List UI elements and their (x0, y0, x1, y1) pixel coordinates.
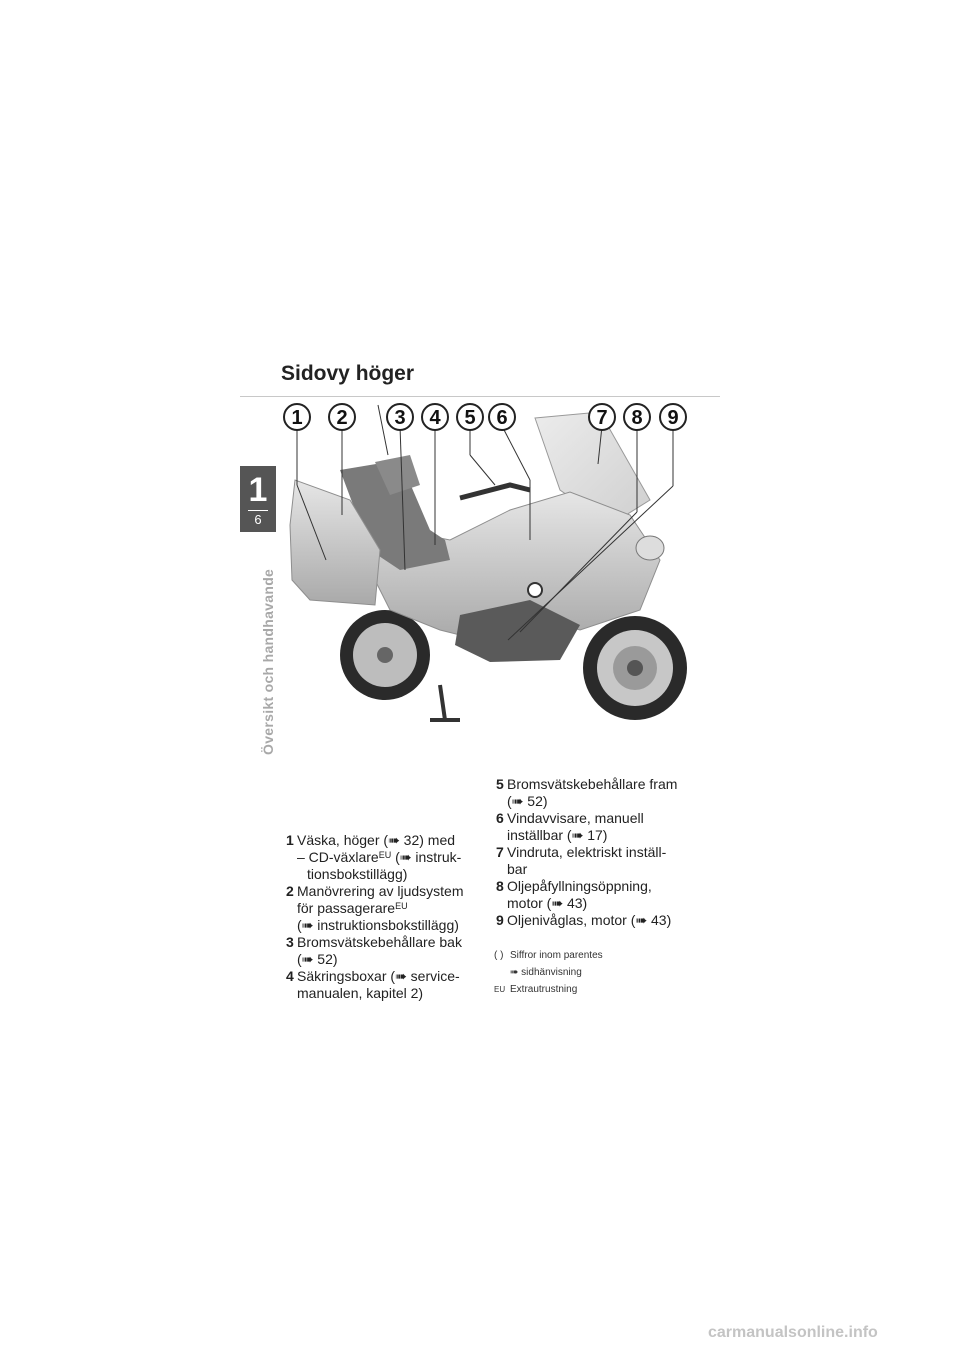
legend-text: Extrautrustning (510, 984, 578, 995)
legend-row (494, 950, 603, 962)
callout-3 (387, 404, 413, 430)
callout-4 (422, 404, 448, 430)
list-item (286, 832, 476, 849)
symbol-legend (494, 950, 603, 1001)
callout-5 (457, 404, 483, 430)
legend-column-right (496, 776, 696, 929)
item-text-line: (➠ instruk- (391, 849, 462, 865)
item-number: 3 (286, 934, 294, 950)
item-text-line: Oljenivåglas, motor (➠ 43) (507, 912, 672, 928)
list-item (496, 844, 696, 878)
list-item (286, 968, 476, 1002)
item-text-line: (➠ instruktionsbokstillägg) (297, 917, 459, 933)
item-number: 8 (496, 878, 504, 894)
callout-7-label: 7 (596, 407, 608, 429)
callout-9 (660, 404, 686, 430)
item-text-line: Vindavvisare, manuell (507, 810, 644, 826)
list-item-continuation (286, 866, 476, 883)
callout-2-label: 2 (336, 407, 348, 429)
callout-8 (624, 404, 650, 430)
list-item (496, 776, 696, 810)
list-item-continuation (286, 849, 476, 866)
item-text-line: Manövrering av ljudsystem (297, 883, 464, 899)
item-text-line: bar (507, 861, 528, 877)
list-item (286, 934, 476, 968)
item-text-line: Bromsvätskebehållare fram (507, 776, 678, 792)
headlight (636, 536, 664, 560)
rear-wheel (340, 610, 430, 700)
callout-6-label: 6 (496, 407, 508, 429)
legend-row (494, 984, 603, 996)
legend-text: sidhänvisning (521, 967, 582, 978)
item-text-line: Vindruta, elektriskt inställ- (507, 844, 667, 860)
item-text (297, 934, 476, 968)
item-number: 1 (286, 832, 294, 848)
item-text-line: motor (➠ 43) (507, 895, 588, 911)
chapter-side-label (220, 530, 280, 770)
callout-9-label: 9 (667, 407, 679, 429)
callout-6 (489, 404, 515, 430)
item-number: 5 (496, 776, 504, 792)
callout-2 (329, 404, 355, 430)
chapter-tab (240, 466, 276, 532)
legend-symbol: ( ) (494, 950, 504, 961)
motorcycle-illustration (280, 400, 700, 730)
item-text-line: Väska, höger (➠ 32) med (297, 832, 456, 848)
callout-3-label: 3 (394, 407, 406, 429)
callout-5-label: 5 (464, 407, 476, 429)
legend-symbol: ➠ (510, 967, 519, 978)
item-number: 2 (286, 883, 294, 899)
item-text-line: för passagerare (297, 900, 396, 916)
callout-4-label: 4 (429, 407, 441, 429)
callout-1-label: 1 (291, 407, 303, 429)
item-text-line: manualen, kapitel 2) (297, 985, 424, 1001)
legend-row (494, 967, 603, 979)
list-item (496, 912, 696, 929)
watermark: carmanualsonline.info (708, 1324, 878, 1341)
callout-1 (284, 404, 310, 430)
item-text (297, 883, 476, 934)
center-stand (430, 685, 460, 720)
legend-symbol: EU (494, 985, 506, 994)
list-item (496, 810, 696, 844)
eu-marker: EU (395, 901, 408, 911)
handlebar (460, 485, 530, 498)
item-text-line: Oljepåfyllningsöppning, (507, 878, 652, 894)
item-text (297, 832, 476, 849)
eu-marker: EU (378, 850, 392, 860)
item-number: 9 (496, 912, 504, 928)
callout-7 (589, 404, 615, 430)
item-number: 7 (496, 844, 504, 860)
chapter-label: Översikt och handhavande (260, 568, 276, 755)
item-text-line: inställbar (➠ 17) (507, 827, 608, 843)
bmw-emblem (528, 583, 542, 597)
page-title: Sidovy höger (281, 362, 415, 385)
item-text-line: (➠ 52) (507, 793, 548, 809)
item-text-line: Bromsvätskebehållare bak (297, 934, 462, 950)
item-text-line: Säkringsboxar (➠ service- (297, 968, 460, 984)
callout-8-label: 8 (631, 407, 643, 429)
item-number: 6 (496, 810, 504, 826)
legend-column-left (286, 832, 476, 1002)
list-item (286, 883, 476, 934)
item-text-line: – CD-växlare (297, 849, 379, 865)
item-text-line: tionsbokstillägg) (307, 866, 408, 882)
item-text (297, 968, 476, 1002)
page-number: 6 (254, 512, 262, 527)
list-item (496, 878, 696, 912)
item-text-line: (➠ 52) (297, 951, 338, 967)
item-number: 4 (286, 968, 294, 984)
front-wheel (583, 616, 687, 720)
chapter-number: 1 (248, 471, 268, 509)
legend-text: Siffror inom parentes (510, 950, 603, 961)
title-divider (240, 396, 720, 397)
